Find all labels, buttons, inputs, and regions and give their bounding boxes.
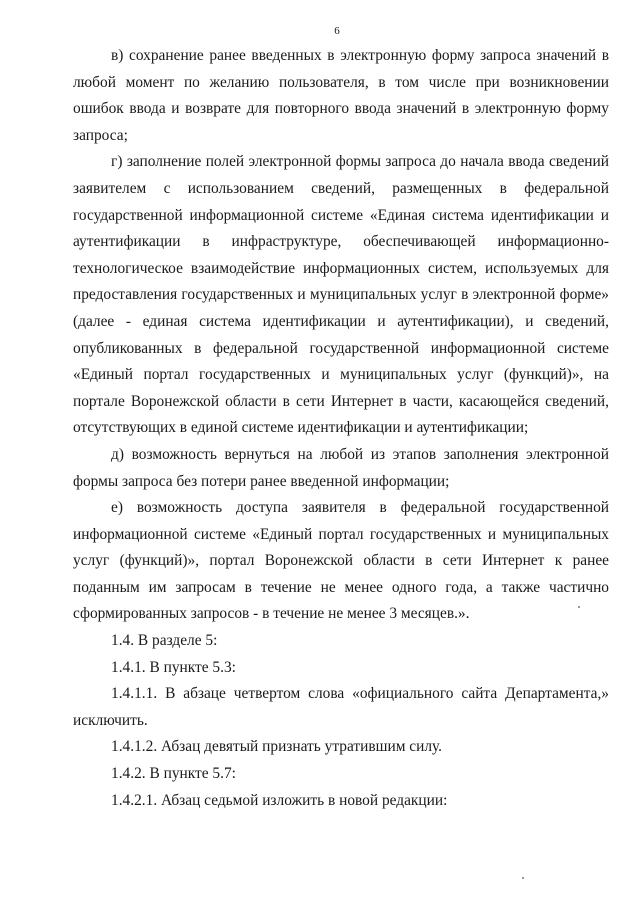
scan-speck xyxy=(522,877,524,879)
paragraph-1-4: 1.4. В разделе 5: xyxy=(111,632,218,650)
page-number: 6 xyxy=(334,25,340,37)
paragraph-1-4-2-1: 1.4.2.1. Абзац седьмой изложить в новой редакции: xyxy=(111,791,448,809)
paragraph-1-4-2: 1.4.2. В пункте 5.7: xyxy=(111,765,236,783)
paragraph-g: г) заполнение полей электронной формы запроса до начала ввода сведений заявителем с использованием сведений, размещенных в федеральной государственной информационной системе «Единая система идентификации и аутентификации в инфраструктуре, обеспечивающей информационно-технологическое взаимодействие информационных систем, используемых для предоставления государственных и муниципальных услуг в электронной форме» (далее - единая система идентификации и аутентификации), и сведений, опубликованных в федеральной государственной информационной системе «Единый портал государственных и муниципальных услуг (функций)», на портале Воронежской области в сети Интернет в части, касающейся сведений, отсутствующих в единой системе идентификации и аутентификации; xyxy=(73,153,609,437)
paragraph-d: д) возможность вернуться на любой из этапов заполнения электронной формы запроса без потери ранее введенной информации; xyxy=(73,445,609,490)
scan-speck xyxy=(578,606,580,608)
paragraph-e: е) возможность доступа заявителя в федеральной государственной информационной системе «Единый портал государственных и муниципальных услуг (функций)», портал Воронежской области в сети Интернет к ранее поданным им запросам в течение не менее одного года, а также частично сформированных запросов - в течение не менее 3 месяцев.». xyxy=(73,499,609,623)
document-body xyxy=(73,43,609,814)
paragraph-1-4-1-1: 1.4.1.1. В абзаце четвертом слова «официального сайта Департамента,» исключить. xyxy=(73,685,609,729)
paragraph-1-4-1-2: 1.4.1.2. Абзац девятый признать утратившим силу. xyxy=(111,738,443,756)
paragraph-1-4-1: 1.4.1. В пункте 5.3: xyxy=(111,658,236,676)
paragraph-v: в) сохранение ранее введенных в электронную форму запроса значений в любой момент по желанию пользователя, в том числе при возникновении ошибок ввода и возврате для повторного ввода значений в электронную форму запроса; xyxy=(73,47,609,144)
